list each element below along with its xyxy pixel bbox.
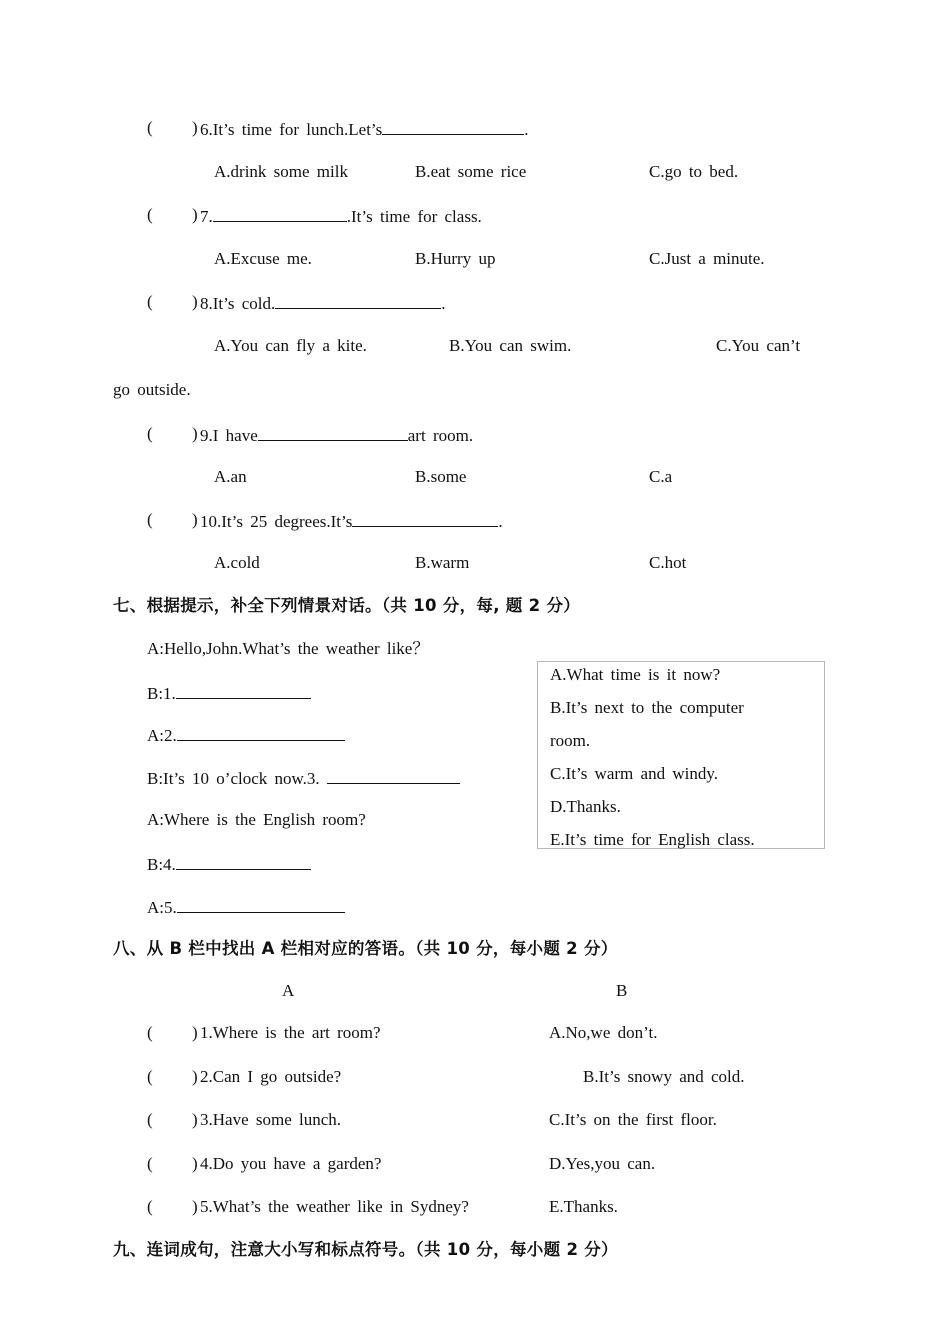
answer-paren-open: ( (147, 1110, 153, 1129)
match-answer-a: A.No,we don’t. (549, 1023, 658, 1042)
question-7-number: 7. (200, 207, 213, 226)
answer-blank[interactable] (258, 424, 408, 441)
dialogue-line-6 (147, 853, 311, 875)
dialogue-options-box (537, 661, 825, 849)
answer-paren-open: ( (147, 205, 153, 224)
q10-option-c: C.hot (649, 553, 687, 572)
question-10-stem: 10.It’s 25 degrees.It’s (200, 512, 353, 531)
question-9-stem-end: art room. (407, 426, 474, 445)
q8-option-c-wrap: go outside. (113, 380, 191, 399)
question-7 (200, 205, 482, 227)
q7-option-b: B.Hurry up (415, 249, 496, 268)
q9-option-c: C.a (649, 467, 673, 486)
answer-blank[interactable] (177, 896, 345, 913)
question-8-stem: 8.It’s cold. (200, 294, 276, 313)
answer-paren-close: ) (192, 118, 198, 137)
q8-option-c: C.You can’t (716, 336, 801, 355)
answer-blank[interactable] (176, 682, 311, 699)
answer-paren-open: ( (147, 424, 153, 443)
dialogue-line-2 (147, 682, 311, 704)
dialogue-line-4-label: B:It’s 10 o’clock now.3. (147, 769, 327, 788)
q8-option-a: A.You can fly a kite. (214, 336, 367, 355)
answer-blank[interactable] (213, 205, 347, 222)
dialogue-line-4 (147, 767, 460, 789)
q9-option-b: B.some (415, 467, 467, 486)
dialogue-line-3 (147, 724, 345, 746)
match-answer-d: D.Yes,you can. (549, 1154, 656, 1173)
answer-paren-close: ) (192, 1067, 198, 1086)
answer-paren-close: ) (192, 292, 198, 311)
dialogue-line-3-label: A:2. (147, 726, 177, 745)
dialogue-line-7 (147, 896, 345, 918)
q10-option-a: A.cold (214, 553, 260, 572)
question-7-stem: .It’s time for class. (346, 207, 482, 226)
dialogue-line-7-label: A:5. (147, 898, 177, 917)
answer-paren-open: ( (147, 1067, 153, 1086)
question-9-stem: 9.I have (200, 426, 258, 445)
dialogue-line-2-label: B:1. (147, 684, 176, 703)
column-b-header: B (616, 981, 628, 1000)
question-6-stem: 6.It’s time for lunch.Let’s (200, 120, 383, 139)
answer-blank[interactable] (327, 767, 460, 784)
answer-paren-close: ) (192, 1154, 198, 1173)
question-8-stem-end: . (441, 294, 446, 313)
answer-paren-close: ) (192, 205, 198, 224)
answer-paren-close: ) (192, 1023, 198, 1042)
question-10-stem-end: . (498, 512, 503, 531)
dialogue-option-b-wrap: room. (550, 731, 591, 750)
answer-paren-open: ( (147, 1023, 153, 1042)
answer-paren-close: ) (192, 510, 198, 529)
answer-paren-open: ( (147, 1154, 153, 1173)
match-answer-b: B.It’s snowy and cold. (583, 1067, 745, 1086)
answer-paren-close: ) (192, 1197, 198, 1216)
match-question-2: 2.Can I go outside? (200, 1067, 342, 1086)
match-question-1: 1.Where is the art room? (200, 1023, 381, 1042)
match-question-4: 4.Do you have a garden? (200, 1154, 382, 1173)
q6-option-a: A.drink some milk (214, 162, 348, 181)
question-6 (200, 118, 529, 140)
q8-option-b: B.You can swim. (449, 336, 572, 355)
answer-paren-open: ( (147, 118, 153, 137)
question-10 (200, 510, 503, 532)
dialogue-option-b: B.It’s next to the computer (550, 698, 744, 717)
match-answer-c: C.It’s on the first floor. (549, 1110, 717, 1129)
column-a-header: A (282, 981, 295, 1000)
section-9-heading: 九、连词成句，注意大小写和标点符号。（共 10 分，每小题 2 分） (113, 1240, 618, 1259)
match-question-3: 3.Have some lunch. (200, 1110, 342, 1129)
answer-paren-close: ) (192, 424, 198, 443)
question-8 (200, 292, 446, 314)
dialogue-line-5: A:Where is the English room? (147, 810, 366, 829)
match-question-5: 5.What’s the weather like in Sydney? (200, 1197, 469, 1216)
question-9 (200, 424, 473, 446)
q9-option-a: A.an (214, 467, 247, 486)
dialogue-option-c: C.It’s warm and windy. (550, 764, 718, 783)
answer-blank[interactable] (275, 292, 441, 309)
answer-blank[interactable] (382, 118, 524, 135)
question-6-stem-end: . (524, 120, 529, 139)
answer-paren-close: ) (192, 1110, 198, 1129)
dialogue-option-a: A.What time is it now? (550, 665, 721, 684)
dialogue-option-d: D.Thanks. (550, 797, 621, 816)
dialogue-line-6-label: B:4. (147, 855, 176, 874)
q6-option-c: C.go to bed. (649, 162, 739, 181)
answer-paren-open: ( (147, 510, 153, 529)
answer-blank[interactable] (177, 724, 345, 741)
q7-option-c: C.Just a minute. (649, 249, 765, 268)
q7-option-a: A.Excuse me. (214, 249, 312, 268)
answer-blank[interactable] (352, 510, 498, 527)
answer-blank[interactable] (176, 853, 311, 870)
q10-option-b: B.warm (415, 553, 470, 572)
answer-paren-open: ( (147, 292, 153, 311)
dialogue-line-1: A:Hello,John.What’s the weather like？ (147, 639, 430, 658)
section-8-heading: 八、从 B 栏中找出 A 栏相对应的答语。（共 10 分，每小题 2 分） (113, 939, 618, 958)
dialogue-option-e: E.It’s time for English class. (550, 830, 755, 849)
match-answer-e: E.Thanks. (549, 1197, 618, 1216)
answer-paren-open: ( (147, 1197, 153, 1216)
section-7-heading: 七、根据提示，补全下列情景对话。（共 10 分，每, 题 2 分） (113, 596, 581, 615)
q6-option-b: B.eat some rice (415, 162, 527, 181)
